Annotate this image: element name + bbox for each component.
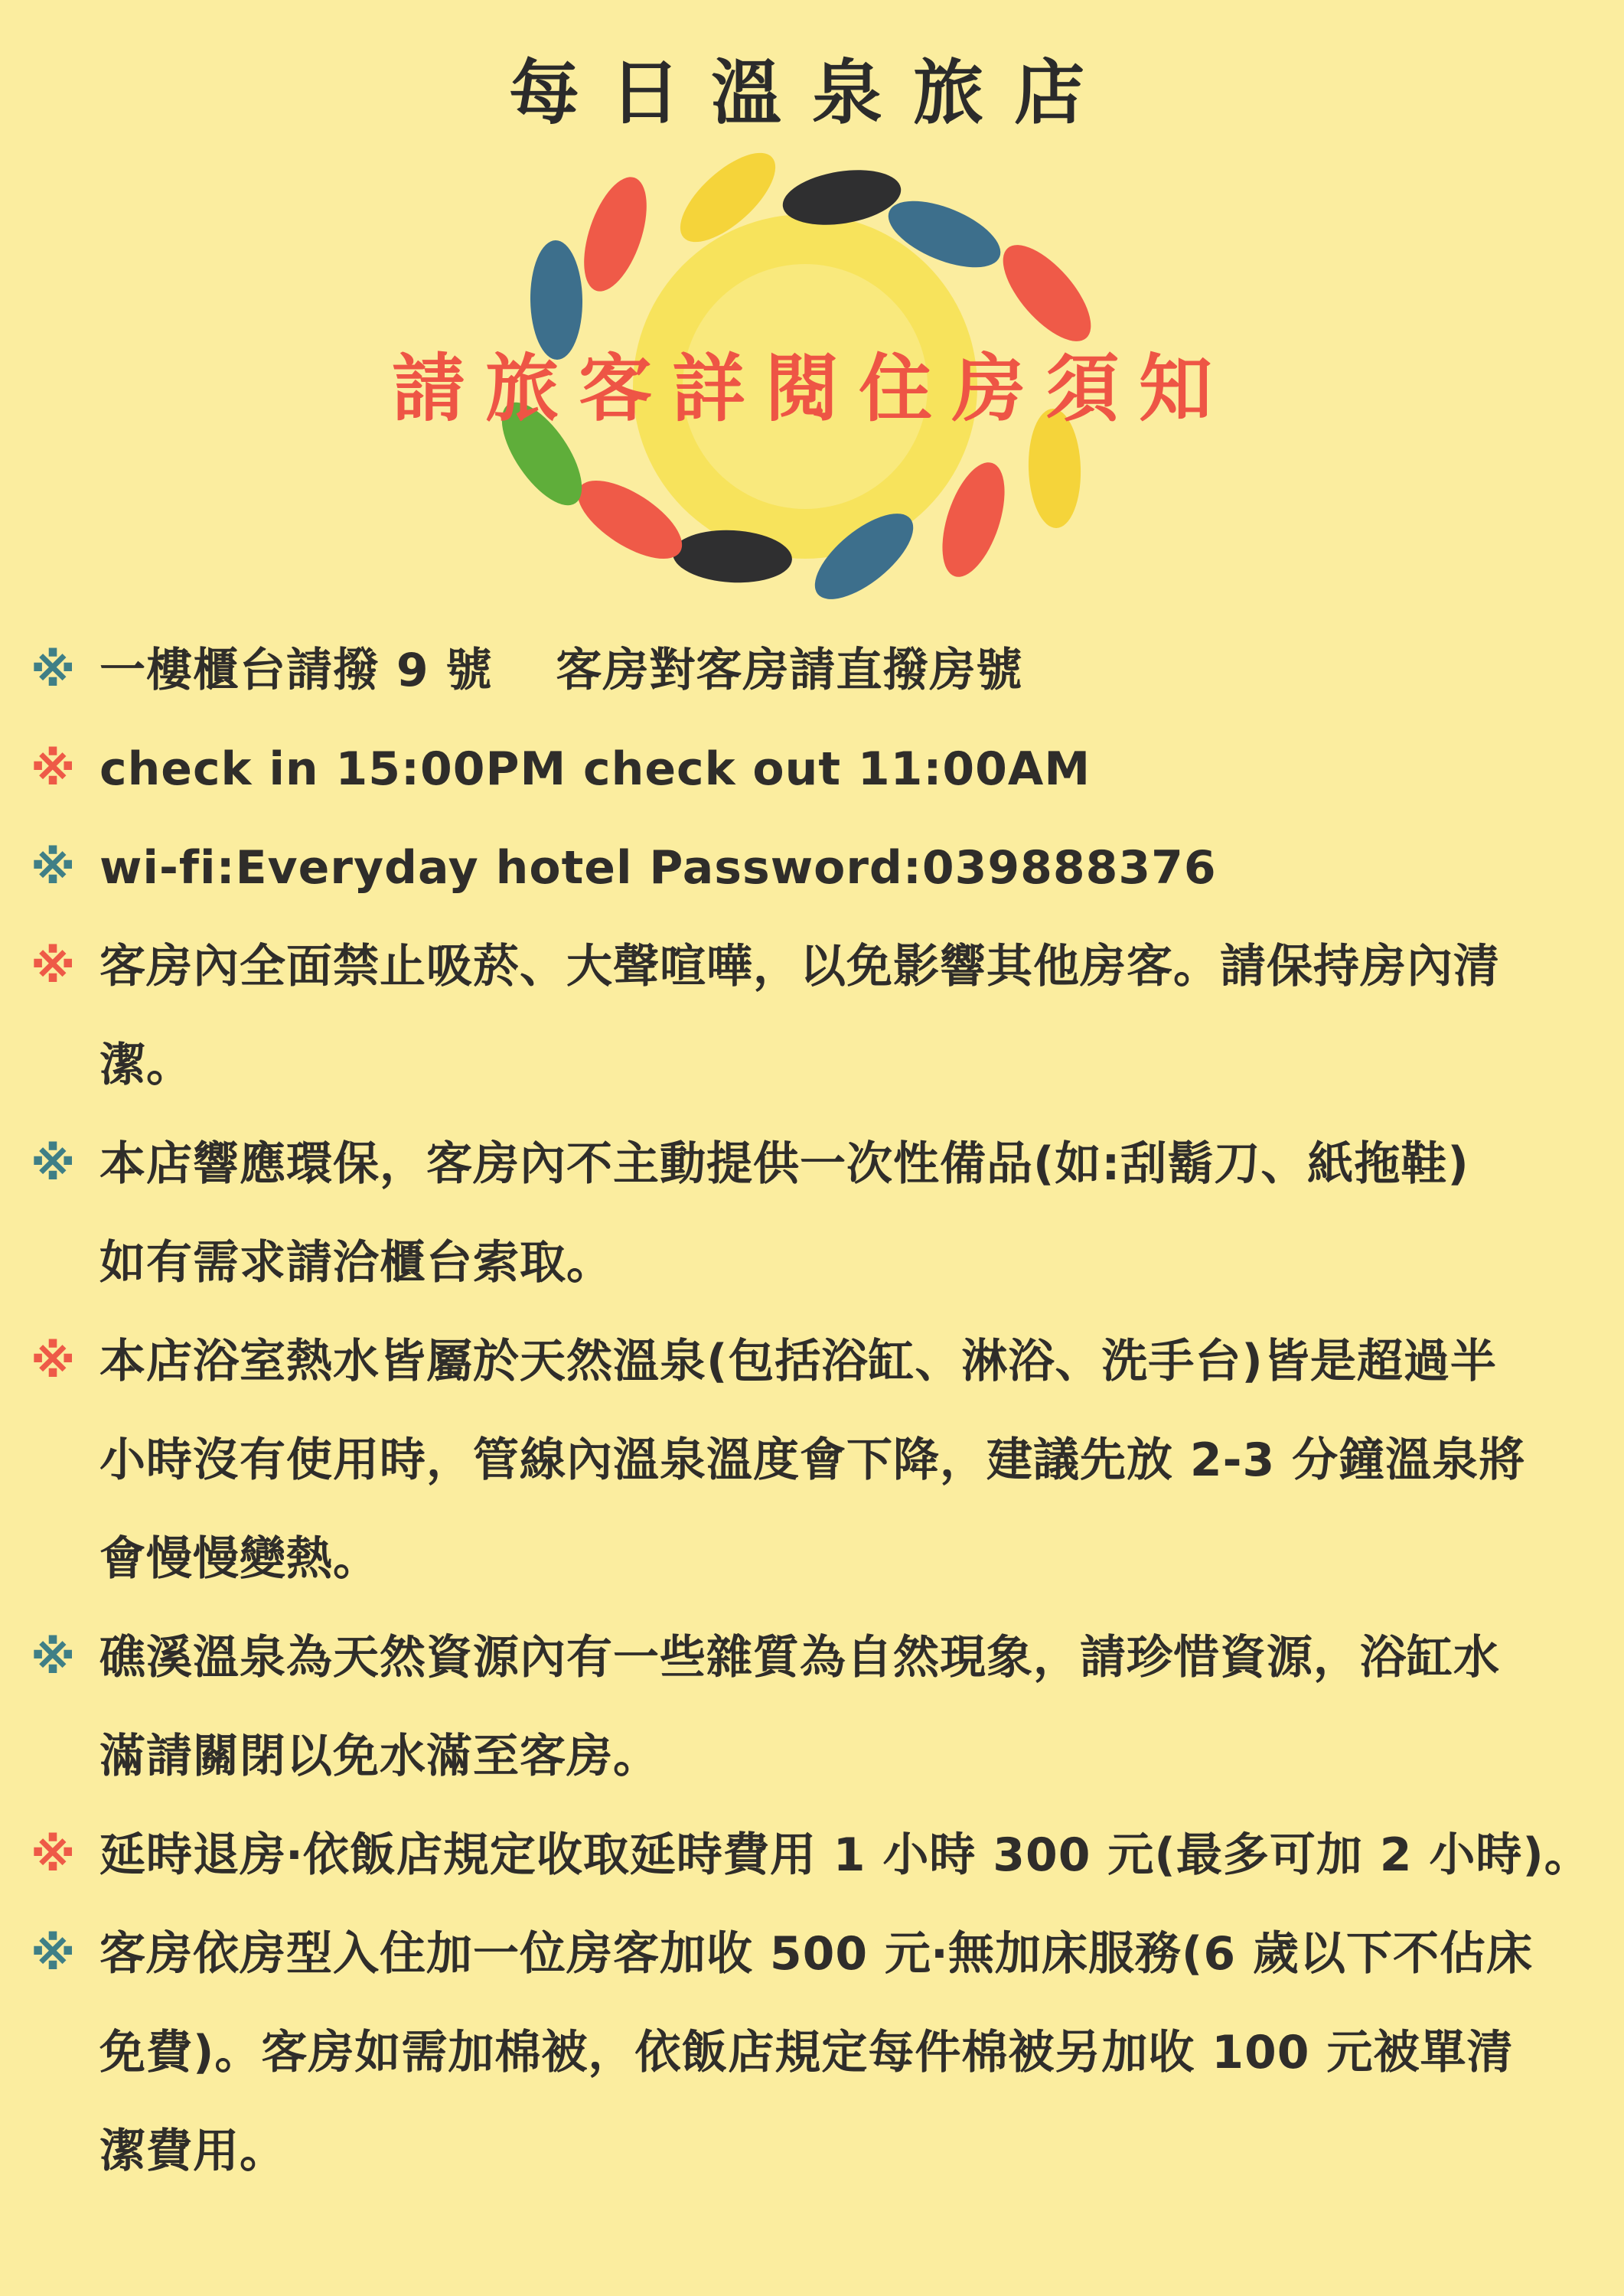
notice-item bbox=[31, 1313, 1592, 1609]
reference-mark-icon: ※ bbox=[31, 841, 76, 895]
reference-mark-icon: ※ bbox=[31, 1137, 76, 1191]
notice-line: 會慢慢變熱。 bbox=[99, 1532, 380, 1586]
reference-mark-icon: ※ bbox=[31, 1828, 76, 1882]
notice-line: wi-fi:Everyday hotel Password:039888376 bbox=[99, 841, 1217, 895]
notice-text bbox=[99, 819, 1592, 918]
notice-line: 滿請關閉以免水滿至客房。 bbox=[99, 1730, 660, 1783]
notice-line: 免費)。客房如需加棉被，依飯店規定每件棉被另加收 100 元被單清 bbox=[99, 2026, 1514, 2079]
notice-line: 客房內全面禁止吸菸、大聲喧嘩，以免影響其他房客。請保持房內清 bbox=[99, 940, 1500, 993]
notice-line: 潔。 bbox=[99, 1039, 193, 1092]
notice-line: 小時沒有使用時，管線內溫泉溫度會下降，建議先放 2-3 分鐘溫泉將 bbox=[99, 1433, 1526, 1487]
reference-mark-icon: ※ bbox=[31, 1335, 76, 1388]
notice-line: 潔費用。 bbox=[99, 2125, 286, 2178]
notice-line: 本店響應環保，客房內不主動提供一次性備品(如:刮鬍刀、紙拖鞋) bbox=[99, 1137, 1469, 1191]
notice-text bbox=[99, 1905, 1592, 2201]
reference-mark-icon: ※ bbox=[31, 1927, 76, 1981]
hotel-name-title: 每日溫泉旅店 bbox=[508, 52, 1115, 134]
notice-line: 客房依房型入住加一位房客加收 500 元‧無加床服務(6 歲以下不佔床 bbox=[99, 1927, 1533, 1981]
notice-item bbox=[31, 720, 1592, 819]
notice-line: check in 15:00PM check out 11:00AM bbox=[99, 742, 1091, 796]
notice-text bbox=[99, 621, 1592, 720]
notice-subtitle: 請旅客詳閱住房須知 bbox=[392, 346, 1232, 432]
notice-item bbox=[31, 621, 1592, 720]
reference-mark-icon: ※ bbox=[31, 742, 76, 796]
notice-item bbox=[31, 1905, 1592, 2201]
reference-mark-icon: ※ bbox=[31, 1631, 76, 1684]
notice-line: 延時退房‧依飯店規定收取延時費用 1 小時 300 元(最多可加 2 小時)。 bbox=[99, 1828, 1591, 1882]
notice-text bbox=[99, 1609, 1592, 1806]
notice-line: 本店浴室熱水皆屬於天然溫泉(包括浴缸、淋浴、洗手台)皆是超過半 bbox=[99, 1335, 1497, 1388]
notice-item bbox=[31, 918, 1592, 1115]
notice-text bbox=[99, 1115, 1592, 1313]
notice-item bbox=[31, 1115, 1592, 1313]
notice-line: 礁溪溫泉為天然資源內有一些雜質為自然現象，請珍惜資源，浴缸水 bbox=[99, 1631, 1500, 1684]
notice-text bbox=[99, 1313, 1592, 1609]
notice-item bbox=[31, 1609, 1592, 1806]
notice-line: 一樓櫃台請撥 9 號 客房對客房請直撥房號 bbox=[99, 644, 1023, 697]
notice-text bbox=[99, 1806, 1592, 1905]
sun-ray-petal bbox=[572, 169, 660, 299]
notice-line: 如有需求請洽櫃台索取。 bbox=[99, 1236, 613, 1290]
notice-text bbox=[99, 720, 1592, 819]
notice-item bbox=[31, 1806, 1592, 1905]
notice-list bbox=[31, 621, 1592, 2201]
notice-text bbox=[99, 918, 1592, 1115]
reference-mark-icon: ※ bbox=[31, 644, 76, 697]
notice-item bbox=[31, 819, 1592, 918]
reference-mark-icon: ※ bbox=[31, 940, 76, 993]
